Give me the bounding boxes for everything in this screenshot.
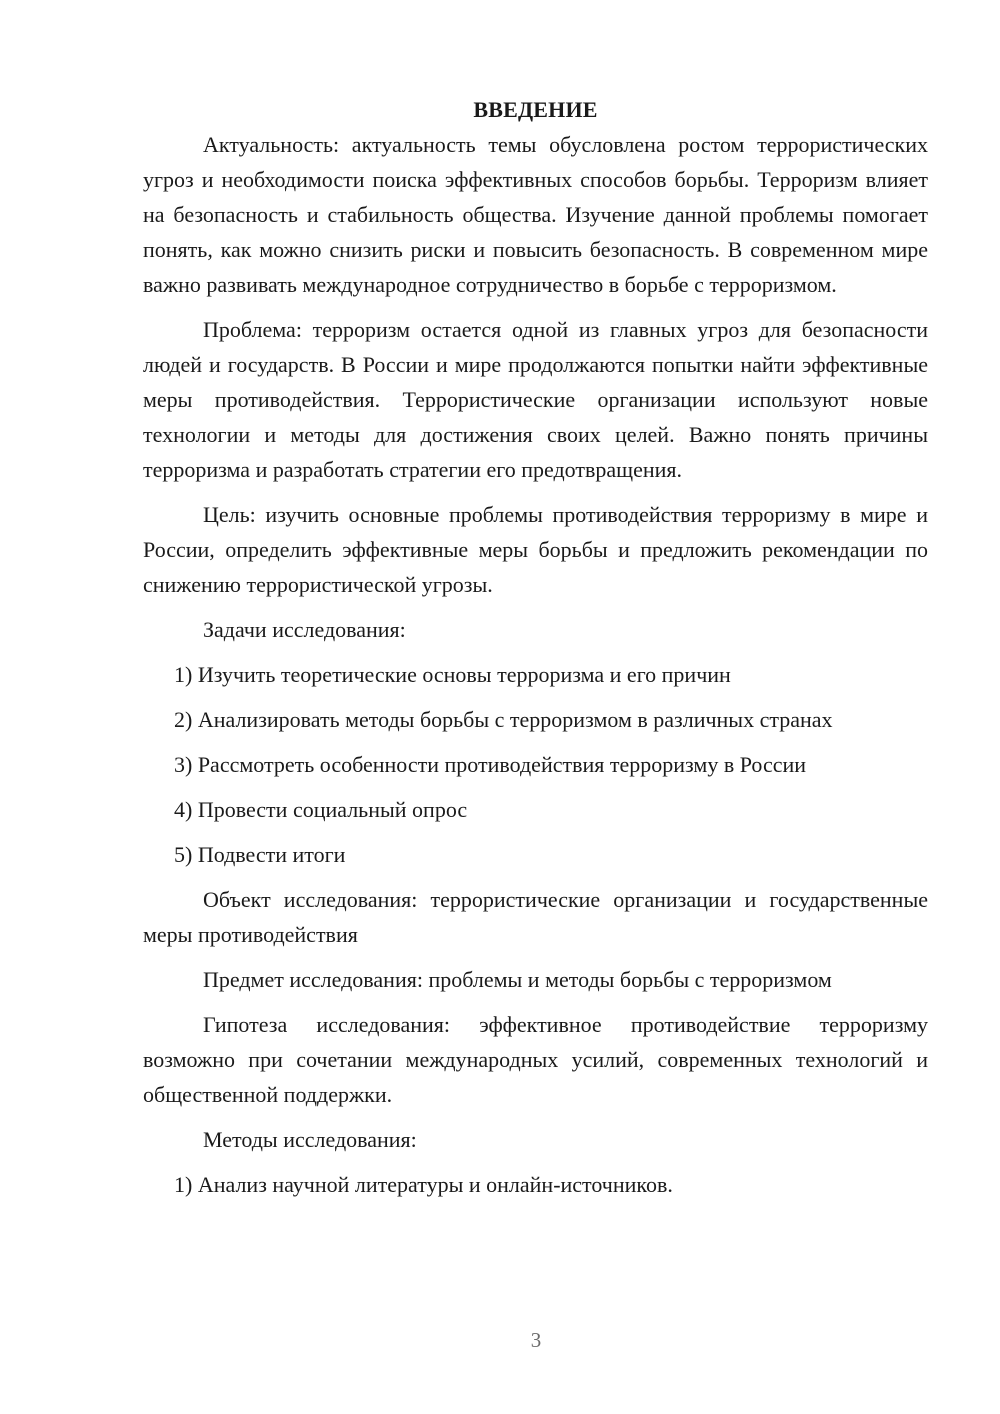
task-item-1: 1) Изучить теоретические основы терроризма и его причин <box>174 662 731 687</box>
task-item-5: 5) Подвести итоги <box>174 842 346 867</box>
page-title: ВВЕДЕНИЕ <box>473 97 598 122</box>
task-item-3: 3) Рассмотреть особенности противодействия терроризму в России <box>174 752 807 777</box>
page-number: 3 <box>530 1328 542 1352</box>
methods-heading: Методы исследования: <box>203 1127 417 1152</box>
problem-paragraph: Проблема: терроризм остается одной из главных угроз для безопасности людей и государств. В России и мире продолжаются попытки найти эффективные меры противодействия. Террористические организации используют новые технологии и методы для достижения своих целей. Важно понять причины терроризма и разработать стратегии его предотвращения. <box>143 317 928 482</box>
subject-paragraph: Предмет исследования: проблемы и методы борьбы с терроризмом <box>203 967 832 992</box>
method-item-1: 1) Анализ научной литературы и онлайн-источников. <box>174 1172 673 1197</box>
hypothesis-paragraph: Гипотеза исследования: эффективное противодействие терроризму возможно при сочетании международных усилий, современных технологий и общественной поддержки. <box>143 1012 928 1107</box>
object-paragraph: Объект исследования: террористические организации и государственные меры противодействия <box>143 887 928 947</box>
task-item-2: 2) Анализировать методы борьбы с терроризмом в различных странах <box>174 707 833 732</box>
document-page <box>143 92 928 1212</box>
relevance-paragraph: Актуальность: актуальность темы обусловлена ростом террористических угроз и необходимости поиска эффективных способов борьбы. Терроризм влияет на безопасность и стабильность общества. Изучение данной проблемы помогает понять, как можно снизить риски и повысить безопасность. В современном мире важно развивать международное сотрудничество в борьбе с терроризмом. <box>143 132 928 297</box>
goal-paragraph: Цель: изучить основные проблемы противодействия терроризму в мире и России, определить эффективные меры борьбы и предложить рекомендации по снижению террористической угрозы. <box>143 502 928 597</box>
tasks-heading: Задачи исследования: <box>203 617 406 642</box>
task-item-4: 4) Провести социальный опрос <box>174 797 468 822</box>
